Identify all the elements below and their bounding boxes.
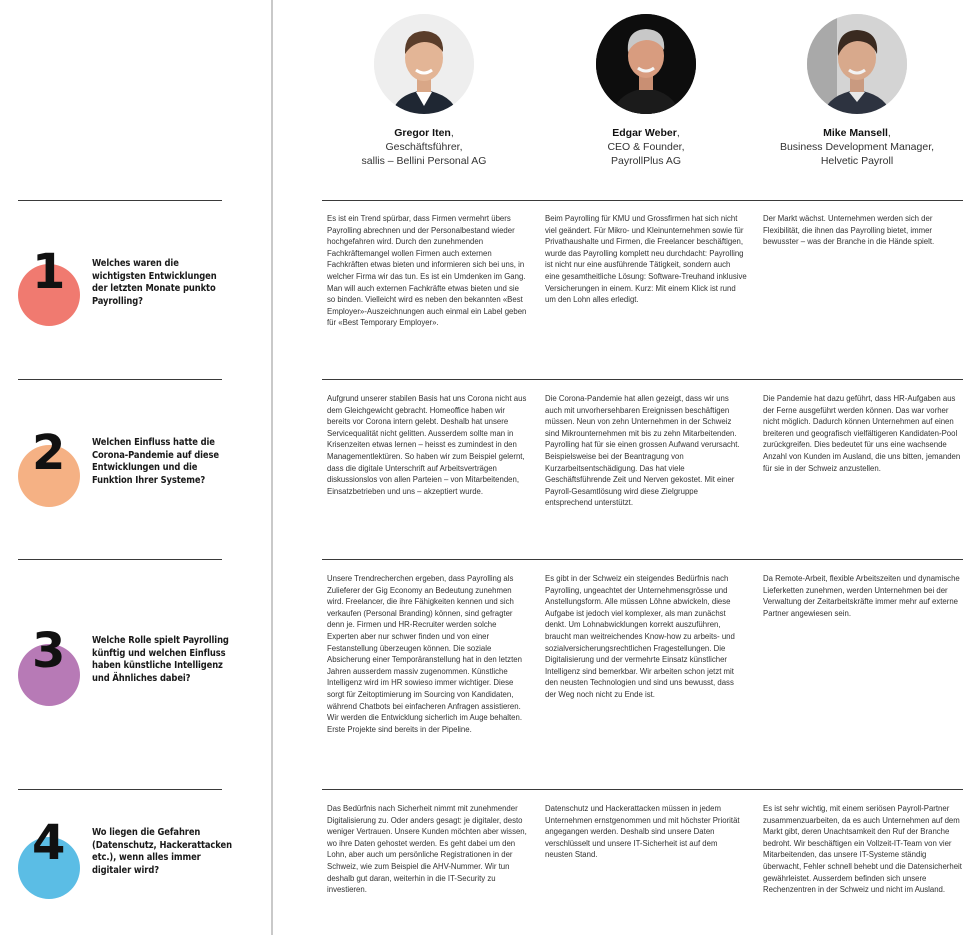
question-number: 1 — [32, 244, 66, 300]
expert-role: Business Development Manager, — [779, 141, 935, 153]
answer-text: Unsere Trendrecherchen ergeben, dass Payrolling als Zulieferer der Gig Economy an Bedeutung zunehmen wird. Freelancer, die ihre Fähigkeiten kennen und sich verkaufen (Personal Branding) können, sind gefragter denn je. Firmen und HR-Recruiter werden solche Experten aber nur schwer finden und von einer Festanstellung überzeugen können. Die soziale Absicherung einer Temporäranstellung hat in den letzten Jahren ausserdem massiv zugenommen. Künstliche Intelligenz wird im HR sowieso immer wichtiger. Diese sorgt für Zeitoptimierung im Sourcing von Kandidaten, während Chatbots bei einfacheren Anfragen assistieren. Wir werden die Entwicklung sicherlich im Auge behalten. Erste Projekte sind bereits in der Pipeline. — [327, 574, 523, 734]
answer-text: Es ist ein Trend spürbar, dass Firmen vermehrt übers Payrolling abrechnen und der Personalbestand wieder hochgefahren wird. Durch den zunehmenden Fachkräftemangel wollen Firmen auch externen Fachkräften etwas bieten und informieren sich bei uns, in welcher Firma wir das tun. Es ist ein Umdenken im Gang. Man will auch externen Fachkräfte etwas bieten und sie so binden. Vielleicht wird es neben den bekannten «Best Employer»-Auszeichnungen auch einmal ein Label geben für «Best Temporary Employer». — [327, 214, 527, 328]
left-separator — [18, 559, 222, 560]
question-number: 2 — [32, 425, 66, 481]
answer-text: Aufgrund unserer stabilen Basis hat uns Corona nicht aus dem Gleichgewicht gebracht. Homeoffice haben wir bereits vor Corona intern gelebt. Deshalb hat unsere Servicequalität nicht gelitten. Ausserdem sollte man in Krisenzeiten etwas lernen – heisst es zumindest in den Managementlektüren. So haben wir zum Beispiel gelernt, dass die digitale Unterschrift auf Arbeitsverträgen diskussionslos von allen Parteien – von Mitarbeitenden, Einsatzbetrieben und uns – akzeptiert wurde. — [327, 394, 527, 496]
expert-role: Geschäftsführer, — [385, 141, 463, 153]
answer-text: Es gibt in der Schweiz ein steigendes Bedürfnis nach Payrolling, ungeachtet der Unternehmensgrösse und Anstellungsform. Alle müssen Löhne abwickeln, diese Aufgabe ist jedoch viel komplexer, als man zunächst denkt. Um Lohnabwicklungen korrekt auszuführen, braucht man weitreichendes Know-how zu arbeits- und sozialversicherungsrechtlichen Fragestellungen. Die Digitalisierung und der vermehrte Einsatz künstlicher Intelligenz sind bemerkbar. Wir arbeiten schon jetzt mit den neusten Technologien und sind uns bewusst, dass der Weg noch nicht zu Ende ist. — [545, 574, 735, 699]
left-separator — [18, 789, 222, 790]
answer-text: Die Corona-Pandemie hat allen gezeigt, dass wir uns auch mit unvorhersehbaren Ereignissen beschäftigen müssen. Neun von zehn Unternehmen in der Schweiz sind Mikrounternehmen mit bis zu zehn Mitarbeitenden. Payrolling hat für sie einen grossen Aufwand verursacht. Beispielsweise bei der Beantragung von Kurzarbeitsentschädigung. Das hat viele Geschäftsführende Zeit und Nerven gekostet. Mit einer Payroll-Gesamtlösung wird diese Zielgruppe entsprechend unterstützt. — [545, 394, 740, 508]
expert-company: sallis – Bellini Personal AG — [361, 155, 487, 167]
portrait-illustration — [596, 14, 696, 114]
answer-text: Die Pandemie hat dazu geführt, dass HR-Aufgaben aus der Ferne ausgeführt werden können. Das war vorher nicht möglich. Dadurch können Unternehmen auf einen breiteren und geografisch vielfältigeren Kandidaten-Pool zurückgreifen. Dies bedeutet für uns eine wachsende Anzahl von Kunden im Ausland, die uns bitten, jemanden für sie in der Schweiz anzustellen. — [763, 394, 961, 473]
question-text: Welche Rolle spielt Payrolling künftig und welchen Einfluss haben künstliche Intelligenz und Ähnliches dabei? — [92, 635, 229, 684]
left-separator — [18, 379, 222, 380]
left-separator — [18, 200, 222, 201]
answer-text: Datenschutz und Hackerattacken müssen in jedem Unternehmen ernstgenommen und mit höchster Priorität angegangen werden. Deshalb sind unsere Daten verschlüsselt und unsere IT-Sicherheit ist auf dem neusten Stand. — [545, 804, 740, 860]
answer-text: Beim Payrolling für KMU und Grossfirmen hat sich nicht viel geändert. Für Mikro- und Kleinunternehmen sowie für Privathaushalte und Firmen, die Freelancer beschäftigen, wurde das Payrolling komplett neu durchdacht: Payrolling ist nicht nur eine ausführende Tätigkeit, sondern auch eine gesamtheitliche Lösung: Software-Treuhand inklusive Versicherungen in einem. Kurz: Mit einem Klick ist rund um den Lohn alles erledigt. — [545, 214, 747, 305]
right-separator — [322, 559, 963, 560]
expert-company: Helvetic Payroll — [820, 155, 894, 167]
expert-name: Mike Mansell — [823, 127, 888, 139]
question-number: 3 — [32, 623, 66, 679]
question-text: Welchen Einfluss hatte die Corona-Pandemie auf diese Entwicklungen und die Funktion Ihrer Systeme? — [92, 437, 219, 486]
answer-text: Es ist sehr wichtig, mit einem seriösen Payroll-Partner zusammenzuarbeiten, da es auch Unternehmen auf dem Markt gibt, deren Unachtsamkeit den Ruf der Branche bedroht. Wir beschäftigen ein Vollzeit-IT-Team von vier Mitarbeitenden, das unsere IT-Systeme ständig überwacht, Fehler schnell behebt und die Datensicherheit gewährleistet. Ausserdem befinden sich unsere Rechenzentren in der Schweiz und nicht im Ausland. — [763, 804, 962, 895]
right-separator — [322, 200, 963, 201]
answer-text: Der Markt wächst. Unternehmen werden sich der Flexibilität, die ihnen das Payrolling bietet, immer bewusster – was der Branche in die Hände spielt. — [763, 214, 935, 247]
right-separator — [322, 379, 963, 380]
portrait-photo — [374, 14, 474, 114]
answer-text: Das Bedürfnis nach Sicherheit nimmt mit zunehmender Digitalisierung zu. Oder anders gesagt: je digitaler, desto weniger Vertrauen. Unsere Kunden möchten aber wissen, wo ihre Daten gehostet werden. Es geht dabei um den Lohn, aber auch um persönliche Registrationen in der Schweiz, wie zum Beispiel die AHV-Nummer. Wir tun deshalb gut daran, weiterhin in die IT-Security zu investieren. — [327, 804, 527, 895]
expert-gregor-iten: Gregor Iten, Geschäftsführer, sallis – Bellini Personal AG — [319, 0, 529, 168]
expert-name: Gregor Iten — [394, 127, 451, 139]
portrait-photo — [807, 14, 907, 114]
expert-role: CEO & Founder, — [607, 141, 685, 153]
expert-company: PayrollPlus AG — [610, 155, 682, 167]
question-text: Wo liegen die Gefahren (Datenschutz, Hackerattacken etc.), wenn alles immer digitaler wird? — [92, 827, 232, 876]
right-separator — [322, 789, 963, 790]
expert-name: Edgar Weber — [612, 127, 677, 139]
portrait-photo — [596, 14, 696, 114]
expert-mike-mansell: Mike Mansell, Business Development Manager, Helvetic Payroll — [752, 0, 962, 168]
question-number: 4 — [32, 815, 66, 871]
vertical-divider — [271, 0, 273, 935]
portrait-illustration — [807, 14, 907, 114]
answer-text: Da Remote-Arbeit, flexible Arbeitszeiten und dynamische Lieferketten zunehmen, werden Unternehmen bei der Verwaltung der Zeitarbeitskräfte immer mehr auf externe Partner angewiesen sein. — [763, 574, 960, 618]
expert-edgar-weber: Edgar Weber, CEO & Founder, PayrollPlus AG — [541, 0, 751, 168]
question-text: Welches waren die wichtigsten Entwicklungen der letzten Monate punkto Payrolling? — [92, 258, 217, 307]
portrait-illustration — [374, 14, 474, 114]
